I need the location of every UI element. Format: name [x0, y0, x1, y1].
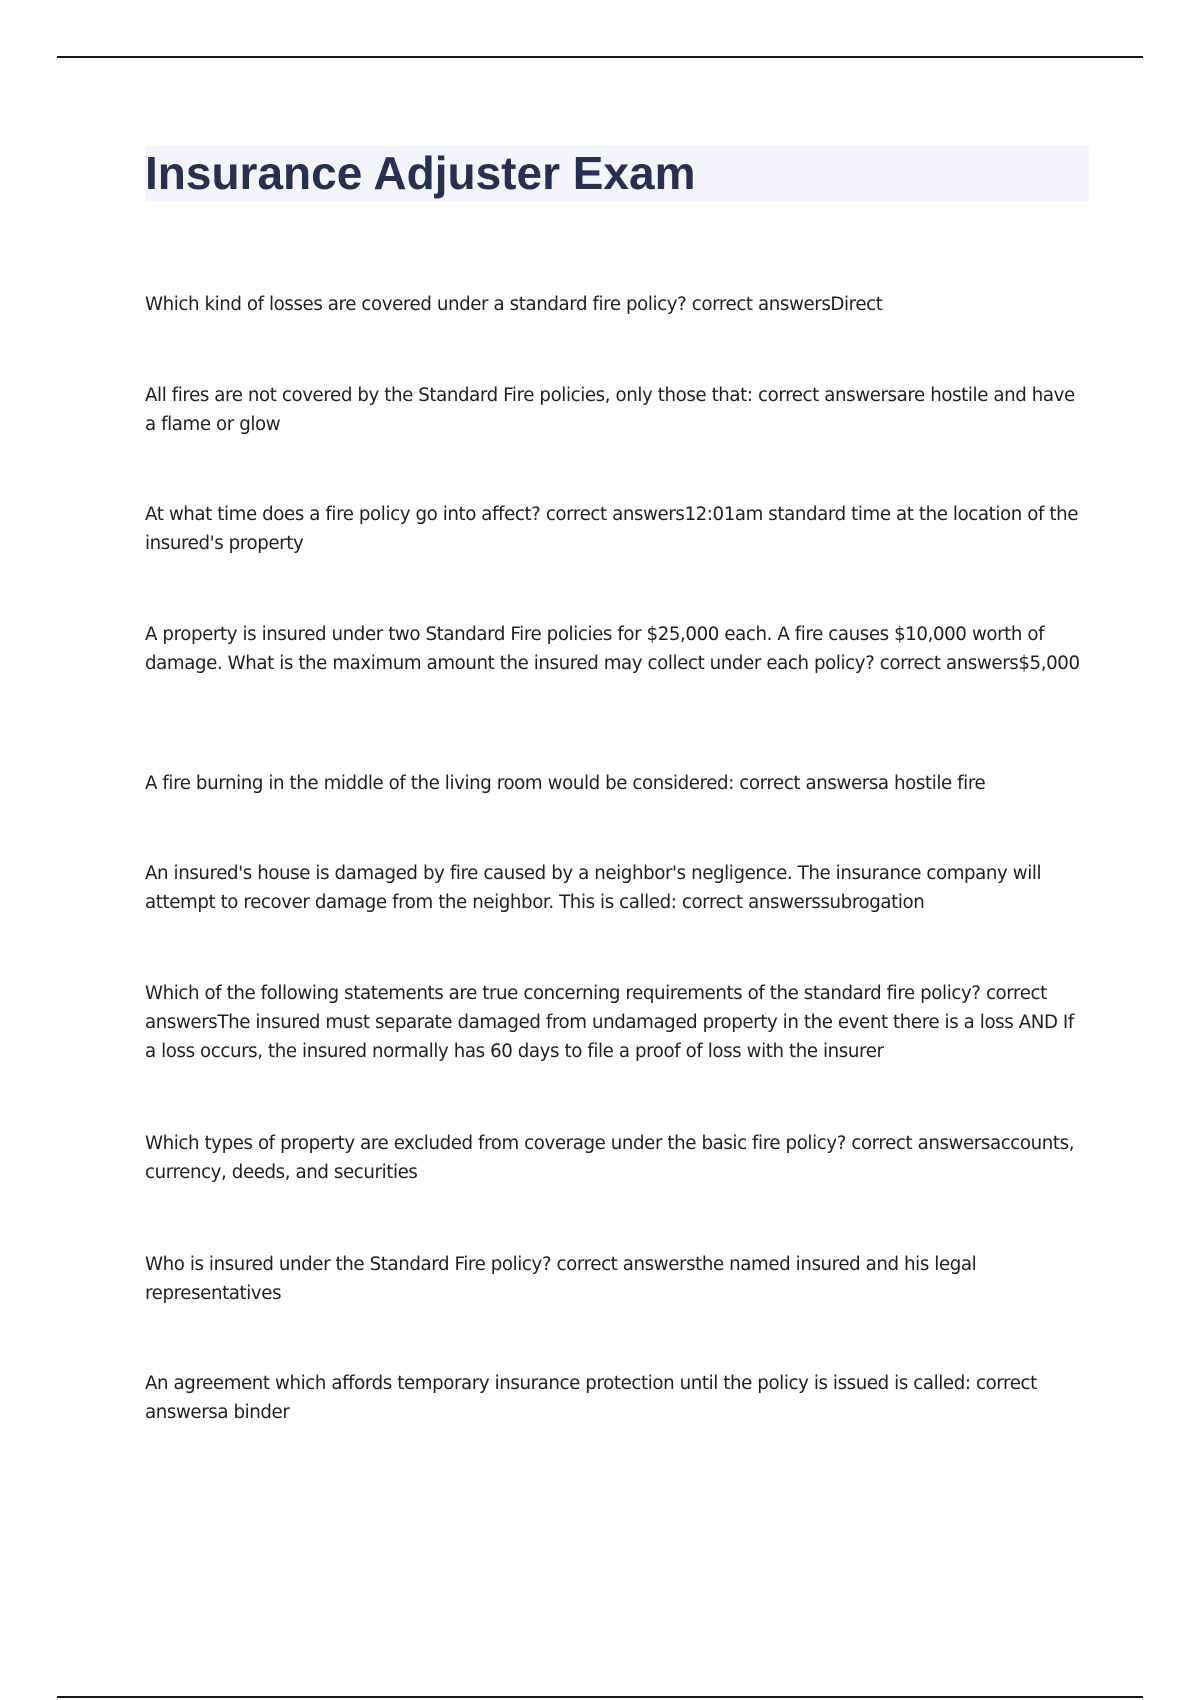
top-rule: [57, 56, 1143, 58]
qa-item-1: Which kind of losses are covered under a standard fire policy? correct answersDirect: [145, 294, 883, 315]
qa-item-2: All fires are not covered by the Standard Fire policies, only those that: correct answersare hostile and have a flame or glow: [145, 385, 1075, 435]
qa-item-4: A property is insured under two Standard Fire policies for $25,000 each. A fire causes $10,000 worth of damage. What is the maximum amount the insured may collect under each policy? correct answers$5,000: [145, 624, 1080, 674]
qa-item-10: An agreement which affords temporary insurance protection until the policy is issued is called: correct answersa binder: [145, 1373, 1037, 1423]
qa-item-6: An insured's house is damaged by fire caused by a neighbor's negligence. The insurance company will attempt to recover damage from the neighbor. This is called: correct answerssubrogation: [145, 863, 1042, 913]
qa-item-3: At what time does a fire policy go into affect? correct answers12:01am standard time at the location of the insured's property: [145, 504, 1079, 554]
qa-item-9: Who is insured under the Standard Fire policy? correct answersthe named insured and his legal representatives: [145, 1254, 977, 1304]
qa-item-7: Which of the following statements are true concerning requirements of the standard fire policy? correct answersThe insured must separate damaged from undamaged property in the event there is a loss AND If a loss occurs, the insured normally has 60 days to file a proof of loss with the insurer: [145, 983, 1074, 1062]
document-title: Insurance Adjuster Exam: [145, 147, 696, 199]
bottom-rule: [57, 1696, 1143, 1698]
qa-item-8: Which types of property are excluded from coverage under the basic fire policy? correct answersaccounts, currency, deeds, and securities: [145, 1133, 1075, 1183]
qa-item-5: A fire burning in the middle of the living room would be considered: correct answersa hostile fire: [145, 773, 986, 794]
